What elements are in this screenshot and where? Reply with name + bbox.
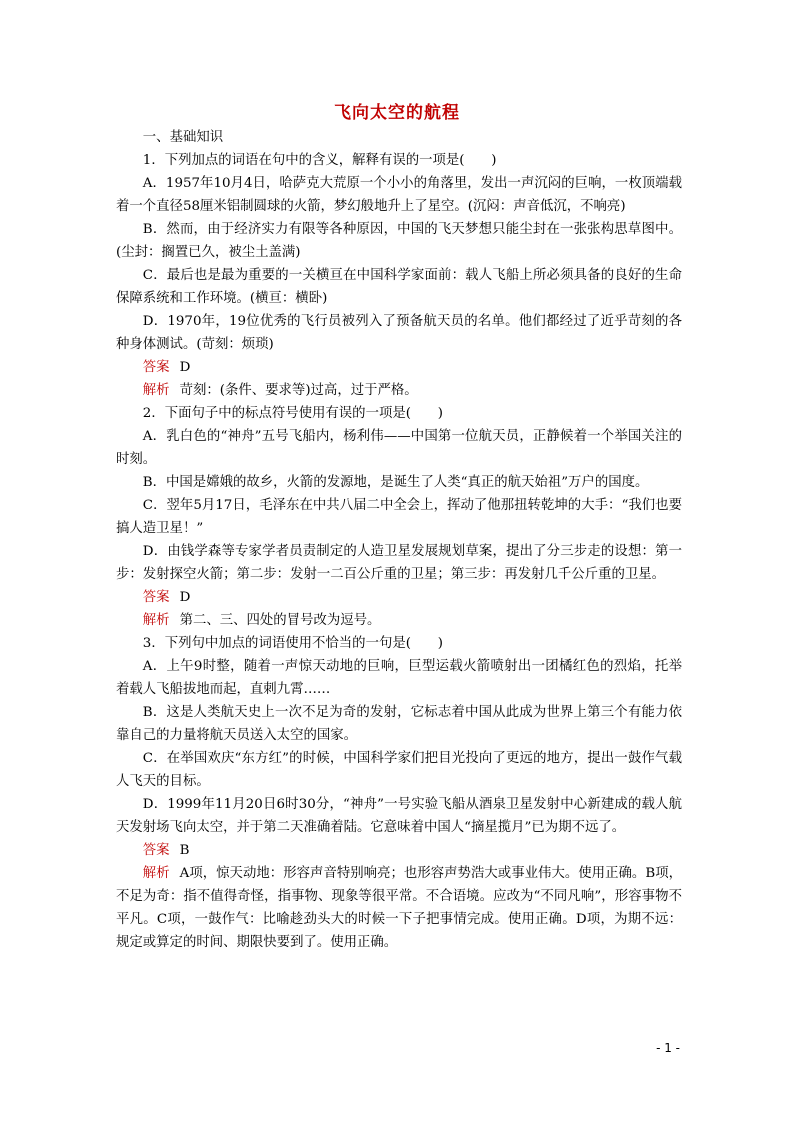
- question-2-answer: [116, 586, 682, 609]
- question-2-option-a: A．乳白色的“神舟”五号飞船内，杨利伟——中国第一位航天员，正静候着一个举国关注的时刻。: [116, 429, 682, 467]
- answer-label: 答案: [142, 360, 170, 375]
- analysis-text: A项，惊天动地：形容声音特别响亮；也形容声势浩大或事业伟大。使用正确。B项，不足为奇：指不值得奇怪，指事物、现象等很平常。不合语境。应改为“不同凡响”，形容事物不平凡。C项，一鼓作气：比喻趁劲头大的时候一下子把事情完成。使用正确。D项，为期不远：规定或算定的时间、期限快要到了。使用正确。: [116, 866, 682, 950]
- question-2-option-c: C．翌年5月17日，毛泽东在中共八届二中全会上，挥动了他那扭转乾坤的大手：“我们也要搞人造卫星！”: [116, 498, 682, 536]
- question-3-analysis: [116, 862, 682, 954]
- answer-label: 答案: [142, 843, 170, 858]
- question-3-option-a: A．上午9时整，随着一声惊天动地的巨响，巨型运载火箭喷射出一团橘红色的烈焰，托举着载人飞船拔地而起，直刺九霄……: [116, 659, 682, 697]
- question-1-answer: [116, 356, 682, 379]
- analysis-label: 解析: [142, 613, 170, 628]
- question-1-option-a: A．1957年10月4日，哈萨克大荒原一个小小的角落里，发出一声沉闷的巨响，一枚顶端载着一个直径58厘米铝制圆球的火箭，梦幻般地升上了星空。(沉闷：声音低沉，不响亮): [116, 176, 682, 214]
- question-3-answer: [116, 839, 682, 862]
- question-3-stem: 3．下列句中加点的词语使用不恰当的一句是( ): [142, 636, 443, 651]
- analysis-text: 第二、三、四处的冒号改为逗号。: [179, 613, 381, 628]
- question-3-option-d: D．1999年11月20日6时30分，“神舟”一号实验飞船从酒泉卫星发射中心新建成的载人航天发射场飞向太空，并于第二天准确着陆。它意味着中国人“摘星揽月”已为期不远了。: [116, 797, 682, 835]
- question-1-option-c: C．最后也是最为重要的一关横亘在中国科学家面前：载人飞船上所必须具备的良好的生命保障系统和工作环境。(横亘：横卧): [116, 268, 682, 306]
- question-3-option-c: C．在举国欢庆“东方红”的时候，中国科学家们把目光投向了更远的地方，提出一鼓作气载人飞天的目标。: [116, 751, 682, 789]
- question-1-option-b: B．然而，由于经济实力有限等各种原因，中国的飞天梦想只能尘封在一张张构思草图中。(尘封：搁置已久，被尘土盖满): [116, 222, 682, 260]
- answer-label: 答案: [142, 590, 170, 605]
- question-2-option-b: B．中国是嫦娥的故乡，火箭的发源地，是诞生了人类“真正的航天始祖”万户的国度。: [142, 475, 649, 490]
- analysis-text: 苛刻：(条件、要求等)过高，过于严格。: [179, 383, 418, 398]
- answer-value: B: [179, 843, 190, 858]
- page-number: - 1 -: [656, 1041, 680, 1055]
- analysis-label: 解析: [142, 383, 170, 398]
- question-1-option-d: D．1970年，19位优秀的飞行员被列入了预备航天员的名单。他们都经过了近乎苛刻的各种身体测试。(苛刻：烦琐): [116, 314, 682, 352]
- analysis-label: 解析: [142, 866, 170, 881]
- answer-value: D: [179, 590, 191, 605]
- question-2-option-d: D．由钱学森等专家学者员责制定的人造卫星发展规划草案，提出了分三步走的设想：第一步：发射探空火箭；第二步：发射一二百公斤重的卫星；第三步：再发射几千公斤重的卫星。: [116, 544, 682, 582]
- page-title: 飞向太空的航程: [334, 103, 460, 123]
- answer-value: D: [179, 360, 191, 375]
- document-body: [116, 126, 682, 954]
- section-heading: 一、基础知识: [142, 130, 224, 145]
- question-2-stem: 2．下面句子中的标点符号使用有误的一项是( ): [142, 406, 443, 421]
- question-3-option-b: B．这是人类航天史上一次不足为奇的发射，它标志着中国从此成为世界上第三个有能力依靠自己的力量将航天员送入太空的国家。: [116, 705, 682, 743]
- question-1-stem: 1．下列加点的词语在句中的含义，解释有误的一项是( ): [142, 153, 497, 168]
- question-2-analysis: [116, 609, 682, 632]
- question-1-analysis: [116, 379, 682, 402]
